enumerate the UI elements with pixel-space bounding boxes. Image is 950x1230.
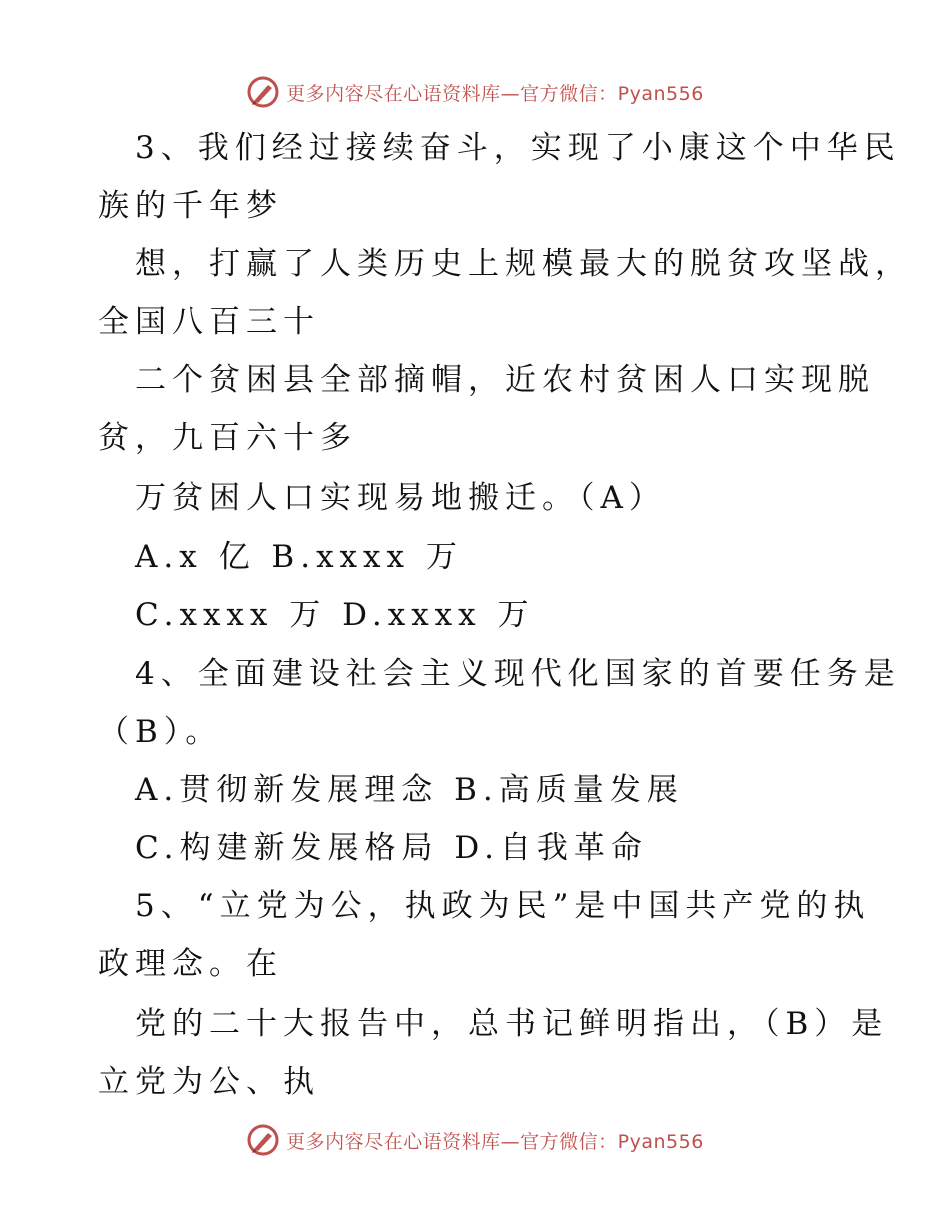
text-line: A.x 亿 B.xxxx 万	[135, 539, 463, 575]
text-line: 党的二十大报告中，总书记鲜明指出，（B）是	[135, 1006, 889, 1042]
footer-watermark-text: 更多内容尽在心语资料库—官方微信：Pyan556	[286, 1130, 704, 1153]
text-line: 4、全面建设社会主义现代化国家的首要任务是	[135, 656, 901, 692]
header-watermark	[0, 70, 950, 114]
pen-in-circle-icon	[246, 75, 280, 109]
text-line: 想，打赢了人类历史上规模最大的脱贫攻坚战，	[135, 246, 912, 282]
text-line: 5、“立党为公，执政为民”是中国共产党的执	[135, 888, 871, 924]
text-line: C.构建新发展格局 D.自我革命	[135, 830, 648, 866]
pen-in-circle-icon	[246, 1123, 280, 1157]
text-line: 二个贫困县全部摘帽，近农村贫困人口实现脱	[135, 362, 875, 398]
header-watermark-text: 更多内容尽在心语资料库—官方微信：Pyan556	[286, 82, 704, 105]
text-line: 贫，九百六十多	[98, 420, 357, 456]
text-line: 族的千年梦	[98, 188, 283, 224]
footer-watermark	[0, 1118, 950, 1162]
text-line: 全国八百三十	[98, 304, 320, 340]
text-line: A.贯彻新发展理念 B.高质量发展	[135, 772, 684, 808]
text-line: 3、我们经过接续奋斗，实现了小康这个中华民	[135, 130, 901, 166]
text-line: （B）。	[98, 714, 223, 750]
text-line: 政理念。在	[98, 946, 283, 982]
text-line: 万贫困人口实现易地搬迁。（A）	[135, 480, 666, 516]
text-line: C.xxxx 万 D.xxxx 万	[135, 597, 535, 633]
text-line: 立党为公、执	[98, 1064, 320, 1100]
